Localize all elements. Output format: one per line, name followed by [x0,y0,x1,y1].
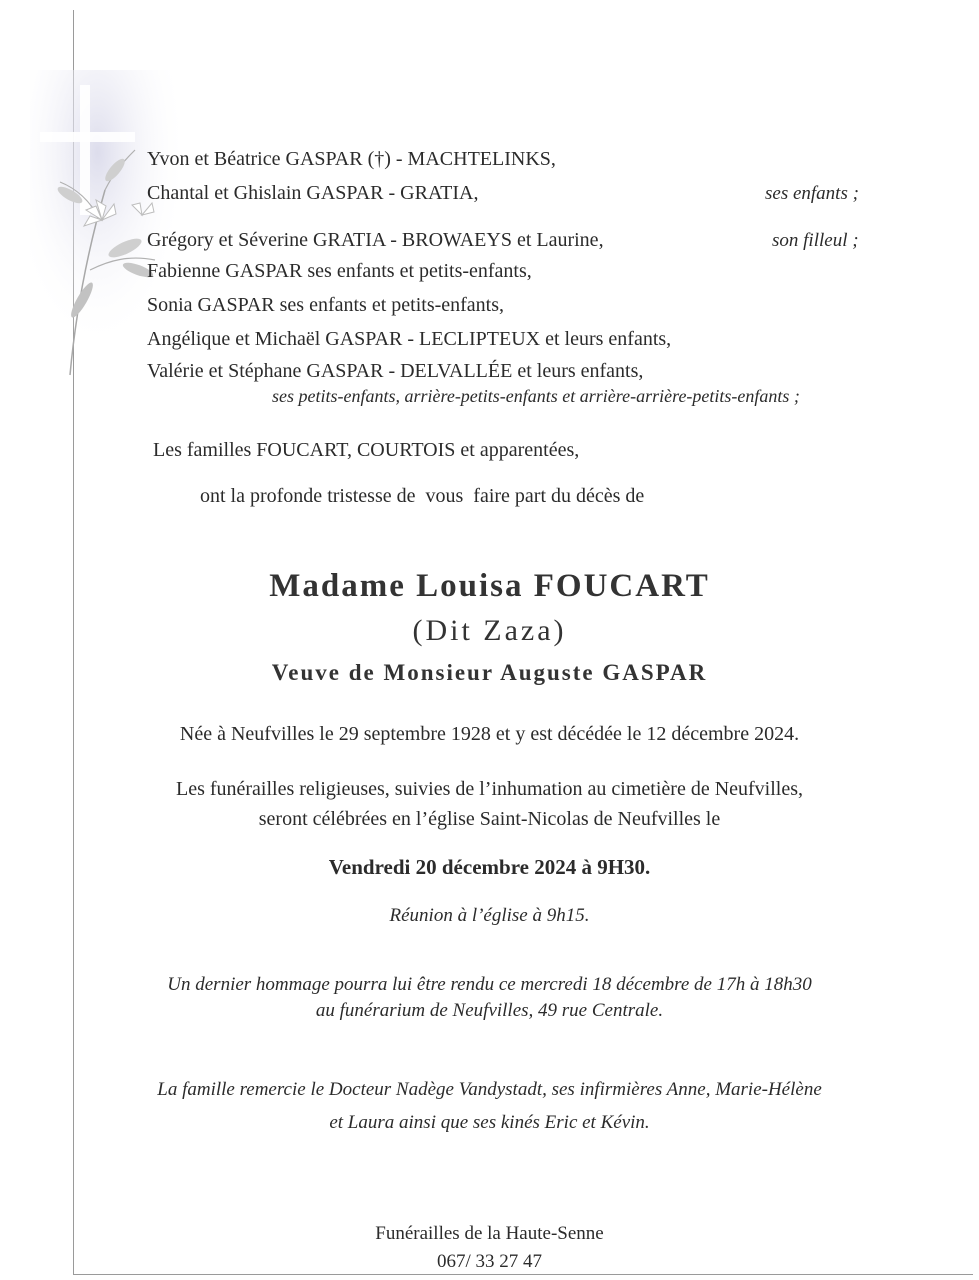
family-line-2: Chantal et Ghislain GASPAR - GRATIA, [147,182,479,204]
church-meeting: Réunion à l’église à 9h15. [389,905,590,926]
funeral-date: Vendredi 20 décembre 2024 à 9H30. [328,855,651,879]
godson-note: son filleul ; [772,230,859,251]
families-line: Les familles FOUCART, COURTOIS et apparentées, [153,439,580,461]
family-line-6: Angélique et Michaël GASPAR - LECLIPTEUX et leurs enfants, [147,328,672,350]
thanks-line-1: La famille remercie le Docteur Nadège Vandystadt, ses infirmières Anne, Marie-Hélène [157,1079,822,1100]
widow-of: Veuve de Monsieur Auguste GASPAR [271,660,708,685]
family-line-1: Yvon et Béatrice GASPAR (†) - MACHTELINKS, [147,148,556,170]
family-line-7: Valérie et Stéphane GASPAR - DELVALLÉE et leurs enfants, [147,360,644,382]
children-note: ses enfants ; [765,183,859,204]
funeral-line-1: Les funérailles religieuses, suivies de l’inhumation au cimetière de Neufvilles, [175,778,804,800]
announcement: ont la profonde tristesse de vous faire part du décès de [200,485,645,507]
family-line-3: Grégory et Séverine GRATIA - BROWAEYS et Laurine, [147,229,604,251]
family-line-4: Fabienne GASPAR ses enfants et petits-enfants, [147,260,532,282]
dates-line: Née à Neufvilles le 29 septembre 1928 et y est décédée le 12 décembre 2024. [179,723,800,745]
funeral-home-phone: 067/ 33 27 47 [436,1251,543,1272]
grandchildren-note: ses petits-enfants, arrière-petits-enfants et arrière-arrière-petits-enfants ; [272,386,800,406]
family-line-5: Sonia GASPAR ses enfants et petits-enfants, [147,294,505,316]
tribute-line-1: Un dernier hommage pourra lui être rendu ce mercredi 18 décembre de 17h à 18h30 [167,974,812,995]
tribute-line-2: au funérarium de Neufvilles, 49 rue Centrale. [315,1000,664,1021]
funeral-line-2: seront célébrées en l’église Saint-Nicolas de Neufvilles le [258,808,721,830]
funeral-home-name: Funérailles de la Haute-Senne [375,1223,604,1244]
deceased-nickname: (Dit Zaza) [412,614,567,647]
deceased-name: Madame Louisa FOUCART [269,568,710,604]
thanks-line-2: et Laura ainsi que ses kinés Eric et Kévin. [329,1112,650,1133]
